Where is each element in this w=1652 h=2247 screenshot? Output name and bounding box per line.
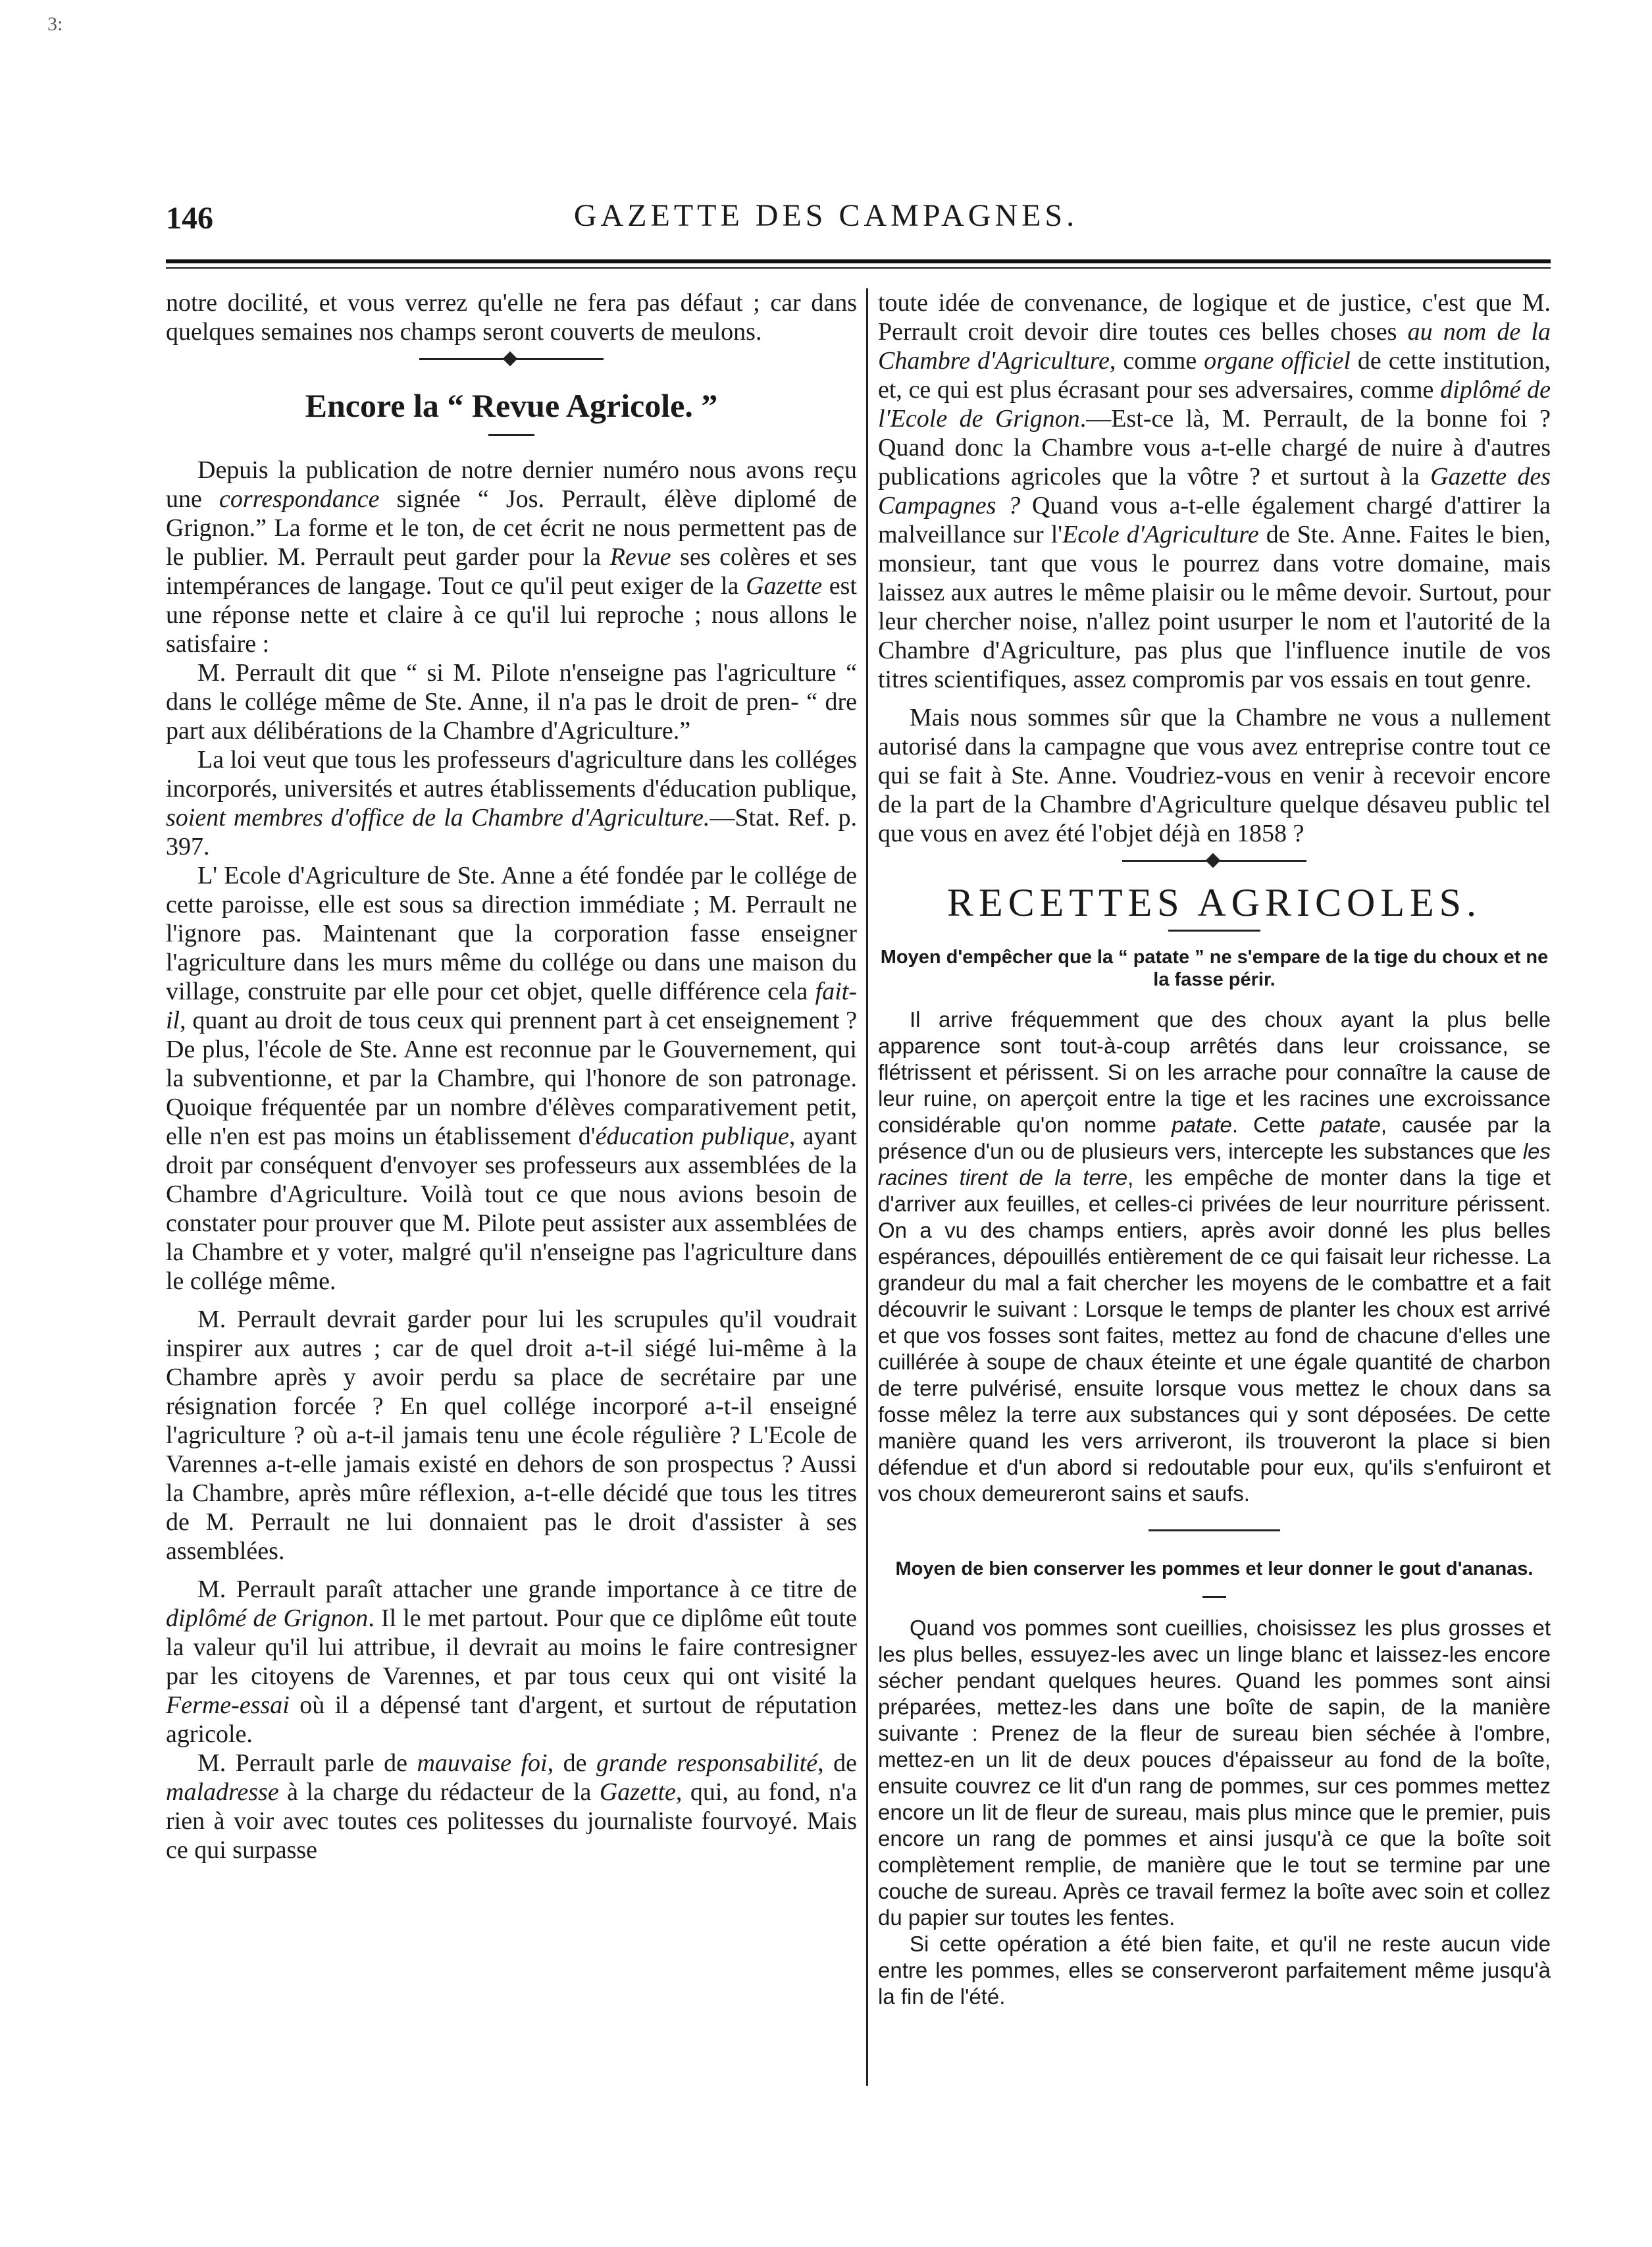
- short-rule: [1202, 1596, 1226, 1598]
- quoted-paragraph: M. Perrault dit que “ si M. Pilote n'enseigne pas l'agriculture “ dans le collége même de Ste. Anne, il n'a pas le droit de pren- “ dre part aux délibérations de la Chambre d'Agriculture.”: [166, 659, 857, 745]
- separator-rule: [1149, 1529, 1280, 1531]
- short-rule: [1168, 930, 1260, 932]
- recipes-title: RECETTES AGRICOLES.: [946, 881, 1482, 924]
- right-column: [878, 288, 1551, 2010]
- column-divider: [866, 288, 868, 2086]
- continuation-paragraph: toute idée de convenance, de logique et de justice, c'est que M. Perrault croit devoir dire toutes ces belles choses au nom de la Chambre d'Agriculture, comme organe officiel de cette institution, et, ce qui est plus écrasant pour ses adversaires, comme diplômé de l'Ecole de Grignon.—Est-ce là, M. Perrault, de la bonne foi ? Quand donc la Chambre vous a-t-elle chargé de nuire à d'autres publications agricoles que la vôtre ? et surtout à la Gazette des Campagnes ? Quand vous a-t-elle également chargé d'attirer la malveillance sur l'Ecole d'Agriculture de Ste. Anne. Faites le bien, monsieur, tant que vous le pourrez dans votre domaine, mais laissez aux autres le même plaisir ou le même devoir. Surtout, pour leur chercher noise, n'allez point usurper le nom et l'autorité de la Chambre d'Agriculture, pas plus que l'influence inutile de vos titres scientifiques, assez compromis par vos essais en tout genre.: [878, 289, 1551, 693]
- recipe-paragraph: Il arrive fréquemment que des choux ayant la plus belle apparence sont tout-à-coup arrêtés dans leur croissance, se flétrissent et périssent. Si on les arrache pour connaître la cause de leur ruine, on aperçoit entre la tige et les racines une excroissance considérable qu'on nomme patate. Cette patate, causée par la présence d'un ou de plusieurs vers, intercepte les substances que les racines tirent de la terre, les empêche de monter dans la tige et d'arriver aux feuilles, et celles-ci privées de leur nourriture périssent. On a vu des champs entiers, après avoir donné les plus belles espérances, dépouillés entièrement de ce qui faisait leur richesse. La grandeur du mal a fait chercher les moyens de le combattre et a fait découvrir le suivant : Lorsque le temps de planter les choux est arrivé et que vos fosses sont faites, mettez au fond de chacune d'elles une cuillérée à soupe de chaux éteinte et une égale quantité de charbon de terre pulvérisé, ensuite lorsque vous mettez le choux dans sa fosse mêlez la terre aux substances qui y sont déposées. De cette manière quand les vers arriveront, ils trouveront la place si bien défendue et d'un abord si redoutable pour eux, qu'ils s'enfuiront et vos choux demeureront sains et saufs.: [878, 1007, 1551, 1506]
- paragraph: L' Ecole d'Agriculture de Ste. Anne a été fondée par le collége de cette paroisse, elle est sous sa direction immédiate ; M. Perrault ne l'ignore pas. Maintenant que la corporation fasse enseigner l'agriculture dans les murs même du collége ou dans une maison du village, construite par elle pour cet objet, quelle différence cela fait-il, quant au droit de tous ceux qui prennent part à cet enseignement ? De plus, l'école de Ste. Anne est reconnue par le Gouvernement, qui la subventionne, et par la Chambre, qui l'honore de son patronage. Quoique fréquentée par un nombre d'élèves comparativement petit, elle n'en est pas moins un établissement d'éducation publique, ayant droit par conséquent d'envoyer ses professeurs aux assemblées de la Chambre d'Agriculture. Voilà tout ce que nous avions besoin de constater pour prouver que M. Pilote peut assister aux assemblées de la Chambre et y voter, malgré qu'il n'enseigne pas l'agriculture dans le collége même.: [166, 862, 857, 1295]
- recipe-title: Moyen de bien conserver les pommes et leur donner le gout d'ananas.: [895, 1558, 1534, 1579]
- ornament-rule: [1122, 860, 1306, 862]
- recipe-paragraph: Si cette opération a été bien faite, et qu'il ne reste aucun vide entre les pommes, elles se conserveront parfaitement même jusqu'à la fin de l'été.: [878, 1932, 1551, 2009]
- recipe-title: Moyen d'empêcher que la “ patate ” ne s'empare de la tige du choux et ne la fasse périr.: [880, 947, 1549, 990]
- paragraph: Depuis la publication de notre dernier numéro nous avons reçu une correspondance signée “ Jos. Perrault, élève diplomé de Grignon.” La forme et le ton, de cet écrit ne nous permettent pas de le publier. M. Perrault peut garder pour la Revue ses colères et ses intempérances de langage. Tout ce qu'il peut exiger de la Gazette est une réponse nette et claire à ce qu'il lui reproche ; nous allons le satisfaire :: [166, 456, 858, 658]
- paragraph: La loi veut que tous les professeurs d'agriculture dans les colléges incorporés, universités et autres établissements d'éducation publique, soient membres d'office de la Chambre d'Agriculture.—Stat. Ref. p. 397.: [166, 746, 857, 860]
- paragraph: M. Perrault paraît attacher une grande importance à ce titre de diplômé de Grignon. Il le met partout. Pour que ce diplôme eût toute la valeur qu'il lui attribue, il devrait au moins le faire contresigner par les citoyens de Varennes, et par tous ceux qui ont visité la Ferme-essai où il a dépensé tant d'argent, et surtout de réputation agricole.: [166, 1575, 858, 1748]
- short-rule: [488, 434, 534, 436]
- header-rule-thin: [166, 267, 1551, 269]
- ornament-rule: [419, 358, 604, 360]
- running-title: GAZETTE DES CAMPAGNES.: [573, 198, 1079, 233]
- paragraph: M. Perrault devrait garder pour lui les scrupules qu'il voudrait inspirer aux autres ; car de quel droit a-t-il siégé lui-même à la Chambre après y avoir perdu sa place de secrétaire par une résignation forcée ? En quel collége incorporé a-t-il enseigné l'agriculture ? où a-t-il jamais tenu une école régulière ? L'Ecole de Varennes a-t-elle jamais existé en dehors de son prospectus ? Aussi la Chambre, après mûre réflexion, a-t-elle décidé que tous les titres de M. Perrault ne lui donnaient pas le droit d'assister à ses assemblées.: [166, 1306, 857, 1565]
- paragraph: M. Perrault parle de mauvaise foi, de grande responsabilité, de maladresse à la charge du rédacteur de la Gazette, qui, au fond, n'a rien à voir avec toutes ces politesses du journaliste fourvoyé. Mais ce qui surpasse: [166, 1749, 857, 1864]
- paragraph: Mais nous sommes sûr que la Chambre ne vous a nullement autorisé dans la campagne que vous avez entreprise contre tout ce qui se fait à Ste. Anne. Voudriez-vous en venir à recevoir encore de la part de la Chambre d'Agriculture quelque désaveu public tel que vous en avez été l'objet déjà en 1858 ?: [878, 704, 1551, 847]
- page-number: 146: [166, 201, 213, 236]
- corner-mark: 3:: [47, 13, 63, 35]
- continuation-paragraph: notre docilité, et vous verrez qu'elle ne fera pas défaut ; car dans quelques semaines nos champs seront couverts de meulons.: [166, 289, 857, 346]
- left-column: [166, 288, 857, 1864]
- section-title: Encore la “ Revue Agricole. ”: [305, 387, 718, 424]
- recipe-paragraph: Quand vos pommes sont cueillies, choisissez les plus grosses et les plus belles, essuyez-les avec un linge blanc et laissez-les encore sécher pendant quelques heures. Quand les pommes sont ainsi préparées, mettez-les dans une boîte de sapin, de la manière suivante : Prenez de la fleur de sureau bien séchée à l'ombre, mettez-en un lit de deux pouces d'épaisseur au fond de la boîte, ensuite couvrez ce lit d'un rang de pommes, sur ces pommes mettez encore un lit de fleur de sureau, mais plus mince que le premier, puis encore un rang de pommes et ainsi jusqu'à ce que la boîte soit complètement remplie, de manière que le tout se termine par une couche de sureau. Après ce travail fermez la boîte avec soin et collez du papier sur toutes les fentes.: [878, 1616, 1551, 1930]
- header-rule: [166, 259, 1551, 263]
